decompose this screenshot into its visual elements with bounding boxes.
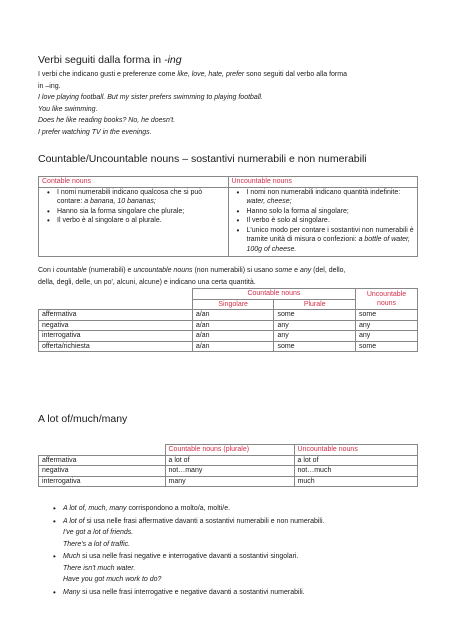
- uncountable-rules: [228, 187, 418, 257]
- list-item: • Il verbo è al singolare o al plurale.: [42, 216, 225, 226]
- title-text: Verbi seguiti dalla forma in: [38, 54, 165, 66]
- list-item: • A lot of si usa nelle frasi affermative davanti a sostantivi numerabili e non numerabili. I've got a lot of friends. There's a lot of traffic.: [48, 516, 420, 551]
- title-em: -ing: [164, 54, 182, 66]
- table-row: affermativa a lot of a lot of: [39, 455, 418, 466]
- table-row: interrogativa a/an any any: [39, 331, 418, 342]
- list-item: • A lot of, much, many corrispondono a molto/a, molti/e.: [48, 503, 420, 515]
- header-uncountable-nouns: Uncountable nouns: [356, 289, 418, 310]
- section-countable: [38, 153, 420, 352]
- list-item: • Il verbo è solo al singolare.: [232, 216, 415, 226]
- some-any-paragraph: Con i countable (numerabili) e uncountable nouns (non numerabili) si usano some e any (del, dello,: [38, 267, 346, 274]
- section-ing: [38, 54, 420, 138]
- header-uncountable: Uncountable nouns: [228, 177, 418, 188]
- section-title-countable: Countable/Uncountable nouns – sostantivi numerabili e non numerabili: [38, 153, 367, 165]
- header-countable-nouns: Countable nouns: [192, 289, 355, 300]
- header-countable: Contable nouns: [39, 177, 229, 188]
- intro-paragraph: I verbi che indicano gusti e preferenze come like, love, hate, prefer sono seguiti dal verbo alla forma: [38, 71, 347, 78]
- list-item: • I nomi non numerabili indicano quantità indefinite: water, cheese;: [232, 188, 415, 207]
- list-item: • Much si usa nelle frasi negative e interrogative davanti a sostantivi singolari. There isn't much water. Have you got much work to do?: [48, 551, 420, 586]
- example-line: I prefer watching TV in the evenings.: [38, 128, 152, 136]
- header-singolare: Singolare: [192, 299, 274, 310]
- list-item: • Many si usa nelle frasi interrogative e negative davanti a sostantivi numerabili.: [48, 587, 420, 599]
- header-countable-plurale: Countable nouns (plurale): [165, 445, 294, 456]
- intro-paragraph-cont: in –ing.: [38, 82, 61, 90]
- list-item: • Hanno sia la forma singolare che plurale;: [42, 207, 225, 217]
- some-any-table: [38, 288, 418, 352]
- countable-rules: [39, 187, 229, 257]
- example-line: Does he like reading books? No, he doesn't.: [38, 117, 176, 124]
- section-a-lot-of: [38, 413, 420, 599]
- some-any-paragraph-cont: della, degli, delle, un po', alcuni, alcune) e indicano una certa quantità.: [38, 278, 256, 286]
- empty-cell: [39, 289, 193, 310]
- section-title-ing: [38, 54, 420, 67]
- table-row: affermativa a/an some some: [39, 310, 418, 321]
- example-line: You like swimming.: [38, 105, 98, 113]
- header-plurale: Plurale: [274, 299, 356, 310]
- header-uncountable: Uncountable nouns: [294, 445, 418, 456]
- countable-definition-table: [38, 176, 418, 257]
- table-row: offerta/richiesta a/an some some: [39, 341, 418, 352]
- section-title-a-lot-of: A lot of/much/many: [38, 413, 128, 425]
- a-lot-of-table: [38, 444, 418, 487]
- list-item: • L'unico modo per contare i sostantivi non numerabili è tramite unità di misura o confezioni: a bottle of water, 100g of cheese.: [232, 226, 415, 255]
- example-line: I love playing football. But my sister prefers swimming to playing football.: [38, 94, 263, 101]
- table-row: negativa a/an any any: [39, 320, 418, 331]
- table-row: negativa not…many not…much: [39, 466, 418, 477]
- table-row: interrogativa many much: [39, 476, 418, 487]
- list-item: • I nomi numerabili indicano qualcosa che si può contare: a banana, 10 bananas;: [42, 188, 225, 207]
- list-item: • Hanno solo la forma al singolare;: [232, 207, 415, 217]
- empty-cell: [39, 445, 166, 456]
- usage-list: [48, 503, 420, 598]
